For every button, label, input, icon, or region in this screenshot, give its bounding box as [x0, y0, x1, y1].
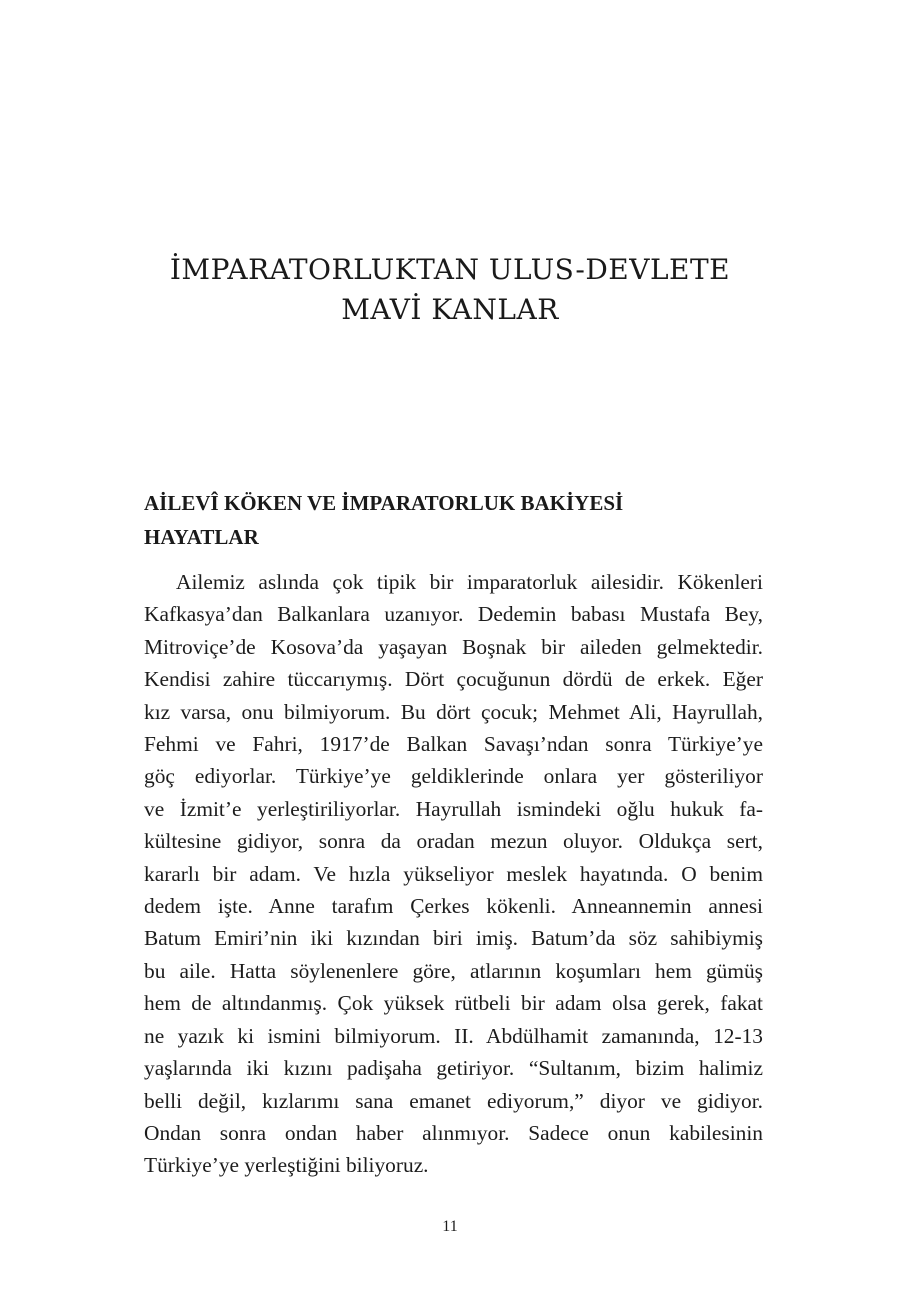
text-line: Fehmi ve Fahri, 1917’de Balkan Savaşı’ndan sonra Türkiye’ye	[144, 732, 763, 757]
text-line: Mitroviçe’de Kosova’da yaşayan Boşnak bir aileden gelmektedir.	[144, 634, 763, 659]
section-heading	[144, 486, 784, 554]
chapter-title-line: İMPARATORLUKTAN ULUS-DEVLETE	[169, 253, 731, 286]
text-line: yaşlarında iki kızını padişaha getiriyor. “Sultanım, bizim halimiz	[144, 1056, 763, 1081]
text-line: kararlı bir adam. Ve hızla yükseliyor meslek hayatında. O benim	[144, 861, 763, 886]
page-number: 11	[442, 1218, 458, 1235]
chapter-title-line: MAVİ KANLAR	[341, 293, 559, 326]
text-line: Ailemiz aslında çok tipik bir imparatorluk ailesidir. Kökenleri	[176, 570, 763, 594]
text-line: kültesine gidiyor, sonra da oradan mezun oluyor. Oldukça sert,	[144, 829, 763, 854]
text-line: Türkiye’ye yerleştiğini biliyoruz.	[144, 1153, 429, 1178]
text-line: Kafkasya’dan Balkanlara uzanıyor. Dedemin babası Mustafa Bey,	[144, 602, 763, 627]
section-heading-line: AİLEVÎ KÖKEN VE İMPARATORLUK BAKİYESİ	[144, 491, 624, 515]
text-line: dedem işte. Anne tarafım Çerkes kökenli. Anneannemin annesi	[144, 894, 763, 919]
text-line: ve İzmit’e yerleştiriliyorlar. Hayrullah ismindeki oğlu hukuk fa-	[144, 796, 763, 821]
text-line: ne yazık ki ismini bilmiyorum. II. Abdülhamit zamanında, 12-13	[144, 1023, 763, 1048]
text-line: hem de altındanmış. Çok yüksek rütbeli bir adam olsa gerek, fakat	[144, 991, 763, 1016]
text-line: Kendisi zahire tüccarıymış. Dört çocuğunun dördü de erkek. Eğer	[144, 667, 763, 692]
text-line: kız varsa, onu bilmiyorum. Bu dört çocuk; Mehmet Ali, Hayrullah,	[144, 699, 763, 724]
text-line: bu aile. Hatta söylenenlere göre, atlarının koşumları hem gümüş	[144, 958, 763, 983]
text-line: Ondan sonra ondan haber alınmıyor. Sadece onun kabilesinin	[144, 1120, 763, 1145]
text-line: belli değil, kızlarımı sana emanet ediyorum,” diyor ve gidiyor.	[144, 1088, 763, 1113]
section-heading-line: HAYATLAR	[144, 525, 259, 549]
body-paragraph	[144, 566, 763, 1182]
text-line: göç ediyorlar. Türkiye’ye geldiklerinde onlara yer gösteriliyor	[144, 764, 763, 789]
text-line: Batum Emiri’nin iki kızından biri imiş. Batum’da söz sahibiymiş	[144, 926, 763, 951]
chapter-title	[0, 250, 900, 330]
